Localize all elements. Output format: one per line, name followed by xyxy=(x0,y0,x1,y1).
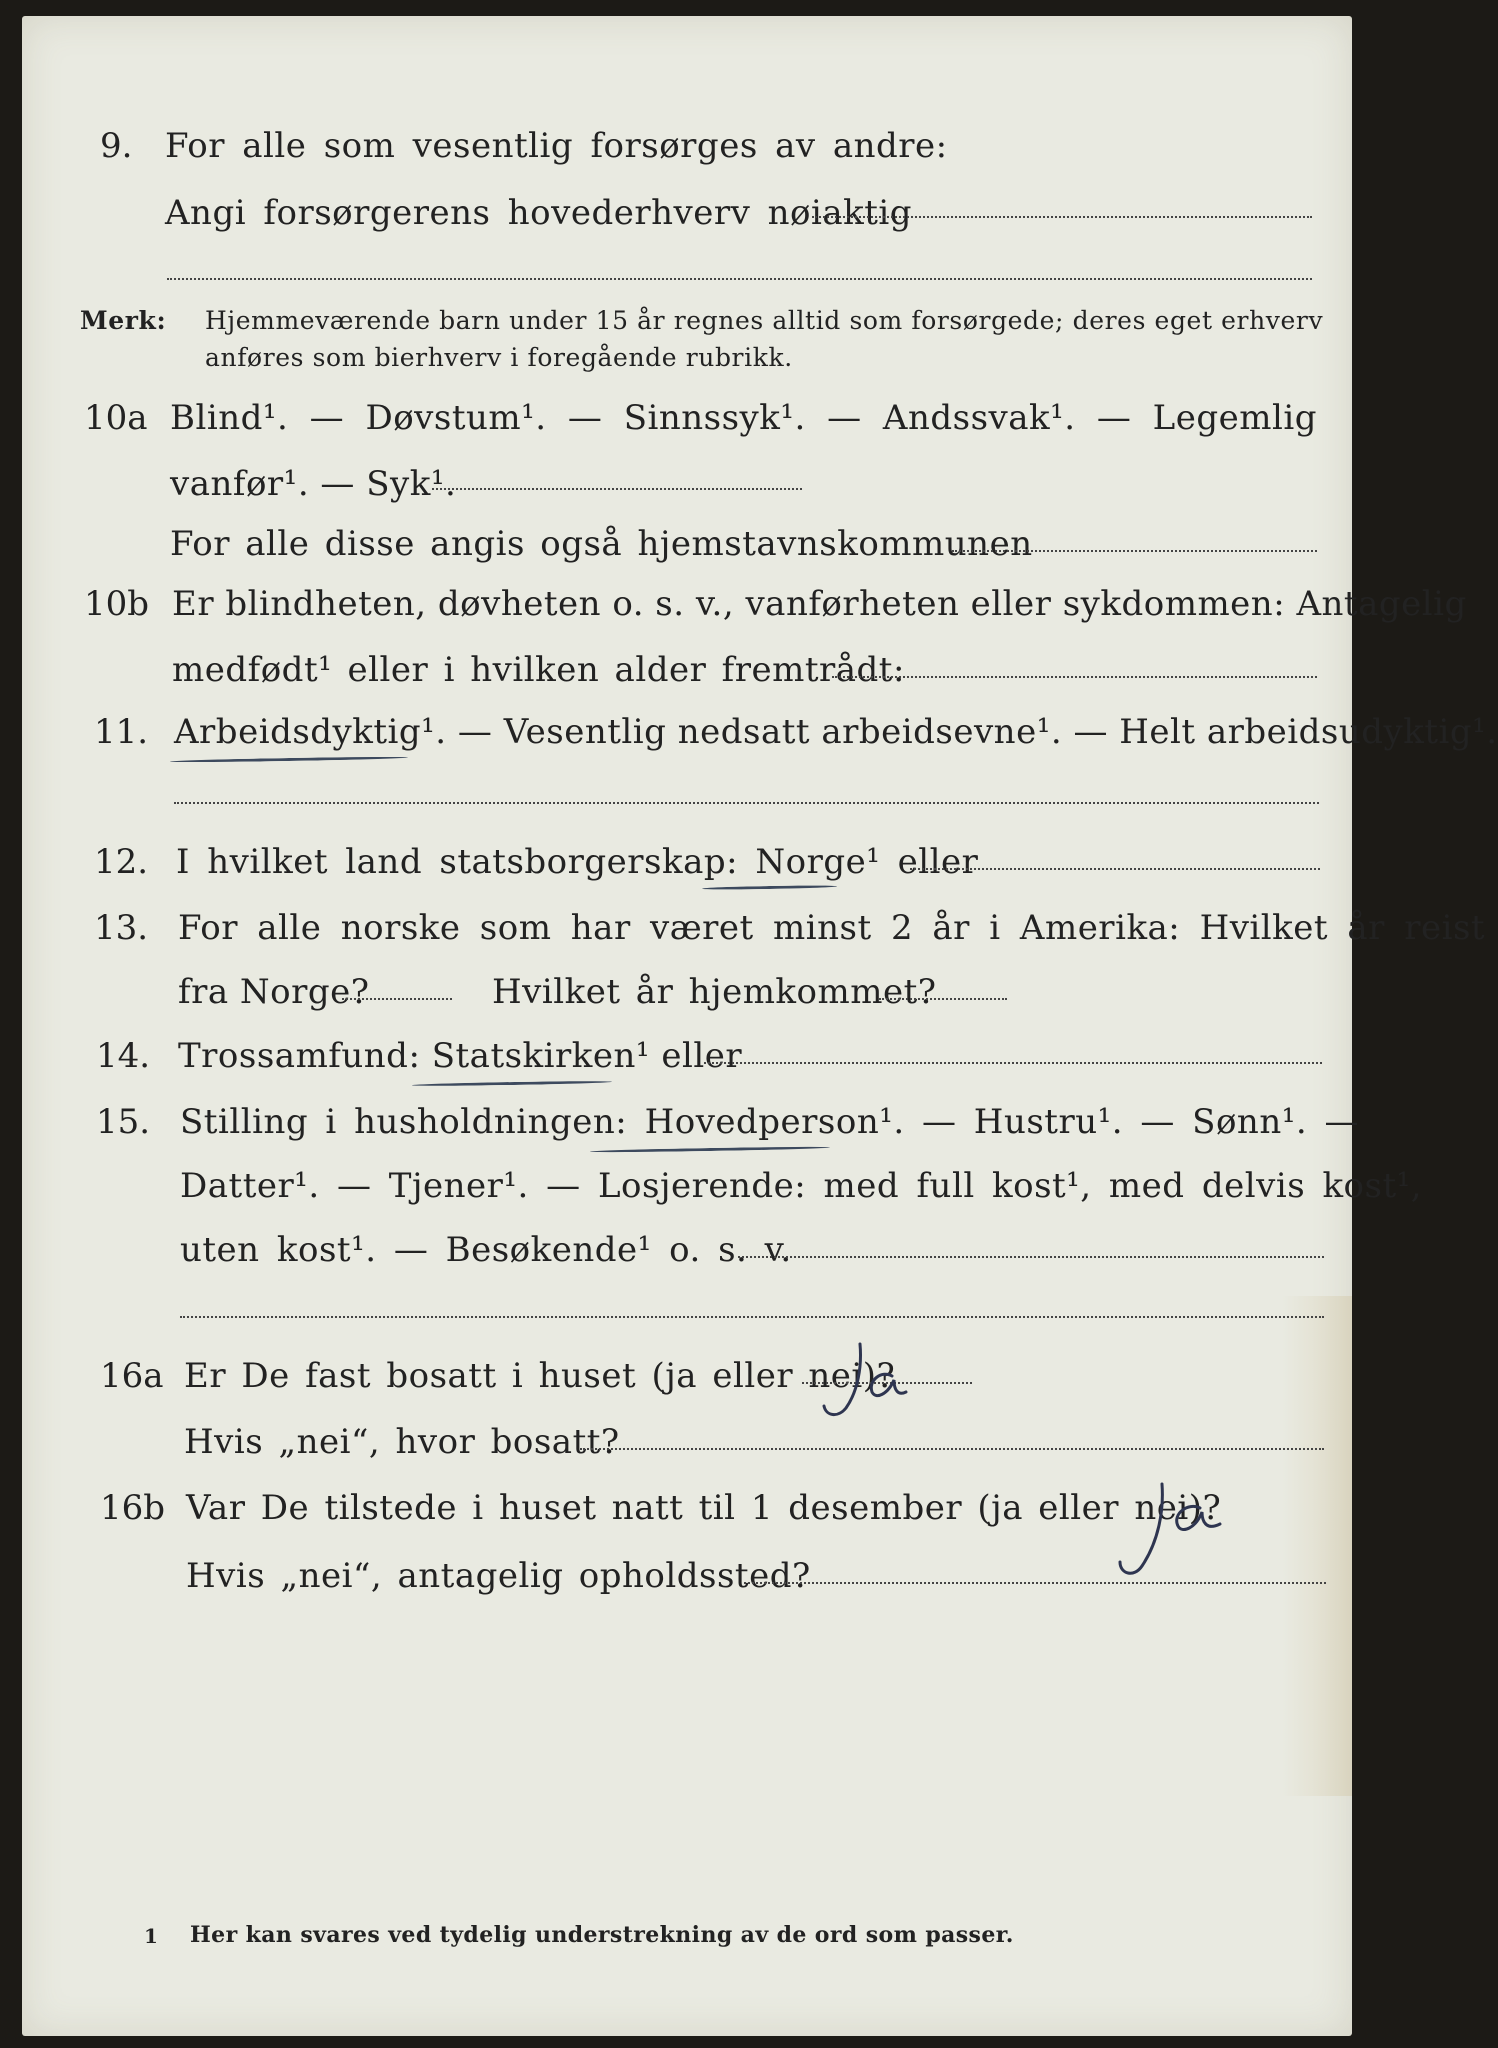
q11-option-arbeidsdyktig: Arbeidsdyktig¹. xyxy=(174,712,447,752)
q14-prefix: Trossamfund: xyxy=(178,1036,432,1076)
q10a-line3: For alle disse angis også hjemstavnskommunen xyxy=(170,524,1033,564)
q10a-answer-line xyxy=(432,488,802,490)
q11-rest: — Vesentlig nedsatt arbeidsevne¹. — Helt arbeidsudyktig¹. xyxy=(446,712,1498,752)
q16b-number: 16b xyxy=(100,1488,166,1528)
q10b-answer-line xyxy=(832,676,1317,678)
q16b-opholdssted-line xyxy=(744,1582,1326,1584)
q15-number: 15. xyxy=(96,1102,151,1142)
census-form-page xyxy=(22,16,1498,2036)
paper-stain xyxy=(1282,1296,1352,1796)
footnote-mark: 1 xyxy=(144,1924,159,1948)
q10a-number: 10a xyxy=(84,398,148,438)
q10a-line2: vanfør¹. — Syk¹. xyxy=(170,464,457,504)
q16a-line1: Er De fast bosatt i huset (ja eller nei)? xyxy=(184,1356,896,1396)
q12-underline-mark xyxy=(702,885,837,890)
q15-answer-line xyxy=(738,1256,1324,1258)
q14-suffix: eller xyxy=(650,1036,743,1076)
q15-answer-line-2 xyxy=(180,1316,1324,1318)
q14-number: 14. xyxy=(96,1036,151,1076)
q15-line2: Datter¹. — Tjener¹. — Losjerende: med full kost¹, med delvis kost¹, xyxy=(180,1166,1423,1206)
q10b-line1: Er blindheten, døvheten o. s. v., vanførheten eller sykdommen: Antagelig xyxy=(172,584,1467,624)
q11-number: 11. xyxy=(94,712,149,752)
q14-option-statskirken: Statskirken¹ xyxy=(431,1036,651,1076)
q12-prefix: I hvilket land statsborgerskap: xyxy=(176,842,756,882)
q11-underline-mark xyxy=(170,756,408,763)
q12-number: 12. xyxy=(94,842,149,882)
q12-suffix: eller xyxy=(880,842,979,882)
q15-text xyxy=(180,1102,1359,1142)
q15-suffix: — Hustru¹. — Sønn¹. — xyxy=(904,1102,1359,1142)
q9-number: 9. xyxy=(100,126,133,166)
q16a-handwritten-answer xyxy=(802,1336,972,1426)
q16b-handwritten-answer xyxy=(1102,1478,1272,1588)
q11-text xyxy=(174,712,1498,752)
q9-line2: Angi forsørgerens hovederhverv nøiaktig xyxy=(165,193,913,233)
q16a-line2: Hvis „nei“, hvor bosatt? xyxy=(184,1422,620,1462)
q10b-number: 10b xyxy=(84,584,150,624)
q12-text xyxy=(176,842,978,882)
q15-underline-mark xyxy=(590,1146,830,1153)
q16b-line2: Hvis „nei“, antagelig opholdssted? xyxy=(186,1556,811,1596)
q9-answer-line xyxy=(812,216,1312,218)
q10a-kommune-line xyxy=(952,550,1317,552)
q16b-line1: Var De tilstede i huset natt til 1 desember (ja eller nei)? xyxy=(186,1488,1222,1528)
q16a-number: 16a xyxy=(100,1356,164,1396)
q9-line1: For alle som vesentlig forsørges av andre: xyxy=(165,126,948,166)
q13-hjemkommet-line xyxy=(879,998,1007,1000)
q10b-line2: medfødt¹ eller i hvilken alder fremtrådt: xyxy=(172,650,905,690)
q11-answer-line xyxy=(174,802,1319,804)
q10a-line1: Blind¹. — Døvstum¹. — Sinnssyk¹. — Andssvak¹. — Legemlig xyxy=(170,398,1317,438)
q13-line2b: Hvilket år hjemkommet? xyxy=(492,972,937,1012)
merk-label: Merk: xyxy=(80,306,167,335)
q12-answer-line xyxy=(910,868,1320,870)
q13-line1: For alle norske som har været minst 2 år i Amerika: Hvilket år reist xyxy=(178,908,1486,948)
q13-line2a: fra Norge? xyxy=(178,972,370,1012)
q14-underline-mark xyxy=(412,1080,612,1086)
q9-answer-line-2 xyxy=(167,278,1312,280)
merk-line1: Hjemmeværende barn under 15 år regnes alltid som forsørgede; deres eget erhverv xyxy=(205,306,1324,335)
q14-answer-line xyxy=(704,1062,1322,1064)
q15-prefix: Stilling i husholdningen: xyxy=(180,1102,645,1142)
merk-line2: anføres som bierhverv i foregående rubrikk. xyxy=(205,343,793,372)
q13-reist-line xyxy=(342,998,452,1000)
q16a-bosatt-line xyxy=(580,1448,1324,1450)
footnote-text: Her kan svares ved tydelig understrekning av de ord som passer. xyxy=(190,1922,1014,1948)
q15-line3: uten kost¹. — Besøkende¹ o. s. v. xyxy=(180,1230,792,1270)
q13-number: 13. xyxy=(94,908,149,948)
q12-option-norge: Norge¹ xyxy=(755,842,881,882)
q14-text xyxy=(178,1036,742,1076)
q15-option-hovedperson: Hovedperson¹. xyxy=(644,1102,905,1142)
